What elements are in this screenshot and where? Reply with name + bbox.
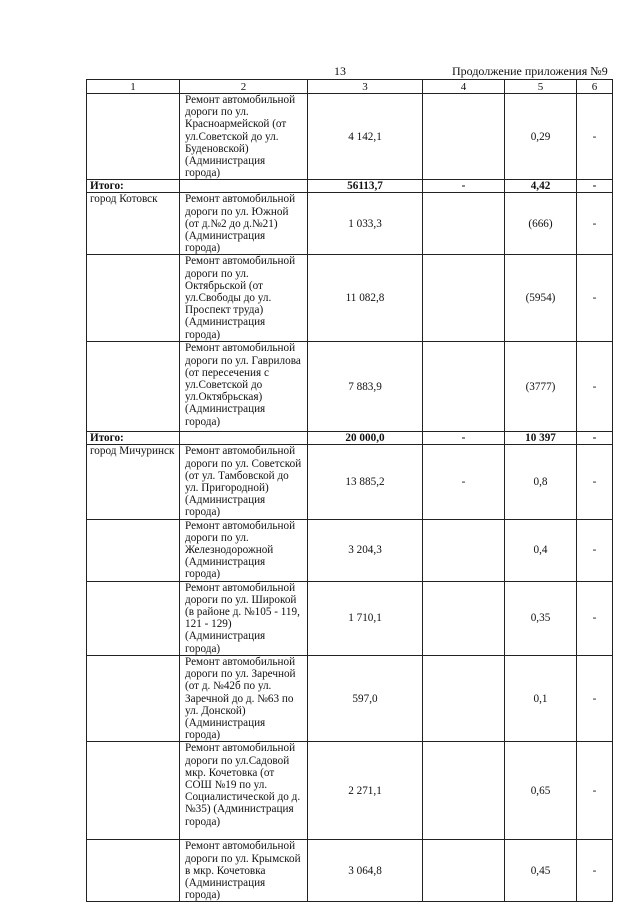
col4-cell: [423, 193, 505, 255]
col4-cell: -: [423, 432, 505, 445]
project-description: Ремонт автомобильной дороги по ул. Южной (от д.№2 до д.№21) (Администрация города): [180, 193, 308, 255]
col4-cell: [423, 581, 505, 655]
table-row: [87, 94, 613, 180]
col6-cell: -: [577, 255, 613, 342]
col4-cell: [423, 655, 505, 741]
amount-cell: 1 710,1: [308, 581, 423, 655]
col5-cell: (666): [505, 193, 577, 255]
municipality-cell: [87, 581, 180, 655]
column-header: 6: [577, 80, 613, 94]
page-number: 13: [334, 64, 346, 78]
column-header: 2: [180, 80, 308, 94]
amount-cell: 7 883,9: [308, 342, 423, 432]
col5-cell: (5954): [505, 255, 577, 342]
col6-cell: -: [577, 519, 613, 581]
municipality-cell: [87, 519, 180, 581]
col5-cell: (3777): [505, 342, 577, 432]
project-description: Ремонт автомобильной дороги по ул. Советской (от ул. Тамбовской до ул. Пригородной) (Администрация города): [180, 445, 308, 519]
amount-cell: 2 271,1: [308, 742, 423, 840]
amount-cell: 3 064,8: [308, 840, 423, 902]
col4-cell: [423, 519, 505, 581]
table-row: [87, 581, 613, 655]
col5-cell: 0,35: [505, 581, 577, 655]
project-description: [180, 180, 308, 193]
project-description: Ремонт автомобильной дороги по ул. Красноармейской (от ул.Советской до ул. Буденовской) (Администрация города): [180, 94, 308, 180]
amount-cell: 597,0: [308, 655, 423, 741]
amount-cell: 11 082,8: [308, 255, 423, 342]
col5-cell: 0,4: [505, 519, 577, 581]
project-description: Ремонт автомобильной дороги по ул. Крымской в мкр. Кочетовка (Администрация города): [180, 840, 308, 902]
column-header-row: [87, 80, 613, 94]
amount-cell: 1 033,3: [308, 193, 423, 255]
amount-cell: 56113,7: [308, 180, 423, 193]
total-row: [87, 432, 613, 445]
total-row: [87, 180, 613, 193]
col4-cell: [423, 840, 505, 902]
municipality-cell: [87, 255, 180, 342]
column-header: 4: [423, 80, 505, 94]
project-description: Ремонт автомобильной дороги по ул. Железнодорожной (Администрация города): [180, 519, 308, 581]
table-row: [87, 445, 613, 519]
col6-cell: -: [577, 655, 613, 741]
project-description: Ремонт автомобильной дороги по ул. Октябрьской (от ул.Свободы до ул. Проспект труда) (Администрация города): [180, 255, 308, 342]
table-row: [87, 742, 613, 840]
table-row: [87, 655, 613, 741]
col5-cell: 0,29: [505, 94, 577, 180]
col4-cell: -: [423, 180, 505, 193]
col5-cell: 0,45: [505, 840, 577, 902]
col4-cell: [423, 94, 505, 180]
municipality-cell: [87, 655, 180, 741]
col4-cell: -: [423, 445, 505, 519]
col4-cell: [423, 342, 505, 432]
amount-cell: 13 885,2: [308, 445, 423, 519]
col4-cell: [423, 742, 505, 840]
col5-cell: 0,1: [505, 655, 577, 741]
col5-cell: 10 397: [505, 432, 577, 445]
table-row: [87, 519, 613, 581]
amount-cell: 3 204,3: [308, 519, 423, 581]
col6-cell: -: [577, 342, 613, 432]
municipality-cell: [87, 94, 180, 180]
column-header: 3: [308, 80, 423, 94]
col4-cell: [423, 255, 505, 342]
municipality-cell: [87, 840, 180, 902]
municipality-cell: город Мичуринск: [87, 445, 180, 519]
table-row: [87, 255, 613, 342]
col6-cell: -: [577, 432, 613, 445]
total-label: Итого:: [87, 180, 180, 193]
col5-cell: 0,8: [505, 445, 577, 519]
table-row: [87, 342, 613, 432]
municipality-cell: [87, 742, 180, 840]
column-header: 1: [87, 80, 180, 94]
col6-cell: -: [577, 445, 613, 519]
municipality-cell: [87, 342, 180, 432]
project-description: Ремонт автомобильной дороги по ул. Заречной (от д. №42б по ул. Заречной до д. №63 по ул. Донской) (Администрация города): [180, 655, 308, 741]
col6-cell: -: [577, 193, 613, 255]
amount-cell: 4 142,1: [308, 94, 423, 180]
continuation-label: Продолжение приложения №9: [452, 64, 608, 78]
col6-cell: -: [577, 94, 613, 180]
column-header: 5: [505, 80, 577, 94]
col6-cell: -: [577, 581, 613, 655]
budget-table: [86, 79, 613, 902]
table-row: [87, 193, 613, 255]
col5-cell: 0,65: [505, 742, 577, 840]
project-description: Ремонт автомобильной дороги по ул. Широкой (в районе д. №105 - 119, 121 - 129) (Администрация города): [180, 581, 308, 655]
amount-cell: 20 000,0: [308, 432, 423, 445]
table-row: [87, 840, 613, 902]
col6-cell: -: [577, 840, 613, 902]
project-description: Ремонт автомобильной дороги по ул. Гаврилова (от пересечения с ул.Советской до ул.Октябрьская) (Администрация города): [180, 342, 308, 432]
col6-cell: -: [577, 180, 613, 193]
col5-cell: 4,42: [505, 180, 577, 193]
project-description: [180, 432, 308, 445]
col6-cell: -: [577, 742, 613, 840]
municipality-cell: город Котовск: [87, 193, 180, 255]
total-label: Итого:: [87, 432, 180, 445]
project-description: Ремонт автомобильной дороги по ул.Садовой мкр. Кочетовка (от СОШ №19 по ул. Социалистической до д. №35) (Администрация города): [180, 742, 308, 840]
